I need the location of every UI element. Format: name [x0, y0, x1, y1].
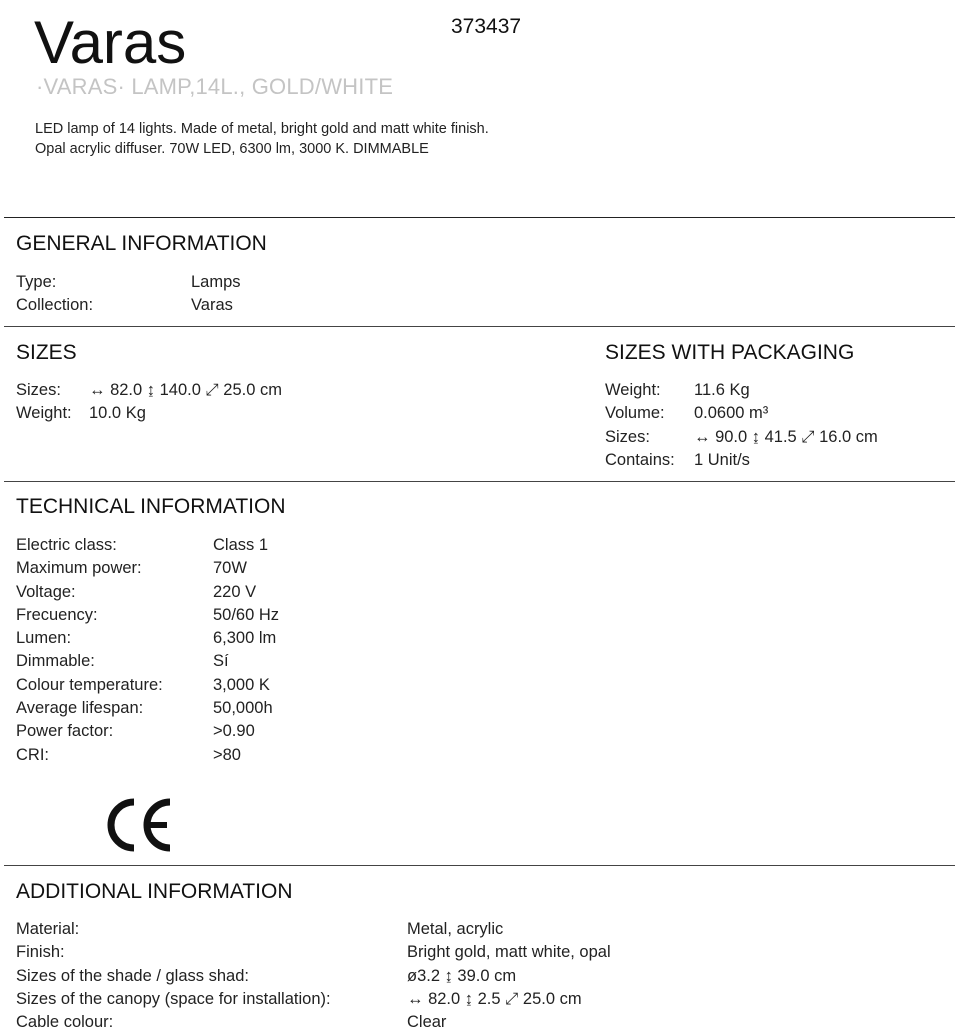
general-row [16, 271, 241, 294]
section-divider [4, 217, 955, 218]
additional-value: Bright gold, matt white, opal [407, 943, 611, 962]
sizes-heading: SIZES [16, 341, 77, 364]
general-label: Type: [16, 273, 57, 291]
technical-value: Class 1 [213, 536, 269, 554]
technical-row [16, 581, 279, 604]
technical-value: 70W [213, 559, 247, 578]
description-line: LED lamp of 14 lights. Made of metal, bright gold and matt white finish. [35, 121, 489, 137]
technical-label: Average lifespan: [16, 699, 144, 718]
technical-value: 50/60 Hz [213, 605, 280, 624]
additional-heading: ADDITIONAL INFORMATION [16, 880, 293, 903]
packaging-row [605, 449, 878, 472]
technical-row [16, 627, 279, 650]
additional-value: ↔ 82.0 ↨ 2.5 ⤢ 25.0 cm [407, 989, 582, 1008]
additional-row [16, 965, 611, 988]
product-code: 373437 [451, 15, 522, 38]
general-label: Collection: [16, 296, 94, 315]
section-divider [4, 481, 955, 482]
section-divider [4, 865, 955, 866]
general-value: Lamps [191, 273, 241, 291]
description-line: Opal acrylic diffuser. 70W LED, 6300 lm, 3000 K. DIMMABLE [35, 141, 429, 157]
product-description [35, 119, 489, 159]
technical-row [16, 604, 279, 627]
packaging-label: Volume: [605, 404, 665, 423]
general-table [16, 271, 241, 318]
packaging-heading: SIZES WITH PACKAGING [605, 341, 855, 364]
technical-heading: TECHNICAL INFORMATION [16, 495, 286, 518]
technical-value: 220 V [213, 582, 257, 601]
technical-label: Voltage: [16, 582, 76, 601]
technical-value: >80 [213, 745, 241, 764]
additional-value: Metal, acrylic [407, 920, 504, 938]
technical-label: Power factor: [16, 722, 114, 741]
packaging-value: 11.6 Kg [694, 381, 750, 399]
additional-label: Cable colour: [16, 1013, 114, 1032]
packaging-value: 1 Unit/s [694, 450, 750, 469]
additional-row [16, 988, 611, 1011]
additional-value: Clear [407, 1013, 447, 1032]
product-subtitle: ·VARAS· LAMP,14L., GOLD/WHITE [36, 74, 394, 99]
technical-value: >0.90 [213, 722, 255, 741]
general-heading: GENERAL INFORMATION [16, 232, 267, 255]
technical-value: Sí [213, 652, 229, 671]
product-title: Varas [34, 9, 187, 76]
packaging-table [605, 379, 878, 472]
sizes-table [16, 379, 282, 426]
sizes-value: ↔ 82.0 ↨ 140.0 ⤢ 25.0 cm [89, 381, 282, 399]
technical-label: CRI: [16, 745, 49, 764]
technical-value: 6,300 lm [213, 629, 277, 648]
packaging-label: Weight: [605, 381, 661, 399]
additional-label: Sizes of the shade / glass shad: [16, 966, 249, 985]
sizes-row [16, 379, 282, 402]
packaging-row [605, 379, 878, 402]
technical-label: Colour temperature: [16, 675, 163, 694]
additional-row [16, 1011, 611, 1034]
packaging-value: ↔ 90.0 ↨ 41.5 ⤢ 16.0 cm [694, 427, 878, 446]
additional-label: Sizes of the canopy (space for installation): [16, 989, 331, 1008]
additional-row [16, 918, 611, 941]
ce-c-shape [111, 802, 134, 848]
technical-row [16, 674, 279, 697]
technical-row [16, 744, 279, 767]
packaging-row [605, 426, 878, 449]
additional-label: Finish: [16, 943, 65, 962]
sizes-value: 10.0 Kg [89, 404, 146, 423]
technical-row [16, 650, 279, 673]
technical-label: Lumen: [16, 629, 72, 648]
ce-mark-icon [104, 796, 176, 854]
sizes-row [16, 402, 282, 425]
technical-row [16, 697, 279, 720]
additional-value: ø3.2 ↨ 39.0 cm [407, 966, 517, 985]
technical-label: Dimmable: [16, 652, 95, 671]
packaging-label: Contains: [605, 450, 675, 469]
sizes-label: Sizes: [16, 381, 61, 399]
technical-label: Electric class: [16, 536, 117, 554]
packaging-row [605, 402, 878, 425]
additional-row [16, 941, 611, 964]
sizes-label: Weight: [16, 404, 72, 423]
additional-label: Material: [16, 920, 80, 938]
technical-value: 3,000 K [213, 675, 270, 694]
technical-label: Maximum power: [16, 559, 142, 578]
packaging-label: Sizes: [605, 427, 650, 446]
technical-row [16, 534, 279, 557]
general-value: Varas [191, 296, 233, 315]
technical-value: 50,000h [213, 699, 273, 718]
additional-table [16, 918, 611, 1034]
technical-row [16, 557, 279, 580]
technical-label: Frecuency: [16, 605, 98, 624]
technical-row [16, 720, 279, 743]
general-row [16, 294, 241, 317]
packaging-value: 0.0600 m³ [694, 404, 769, 423]
section-divider [4, 326, 955, 327]
technical-table [16, 534, 279, 767]
